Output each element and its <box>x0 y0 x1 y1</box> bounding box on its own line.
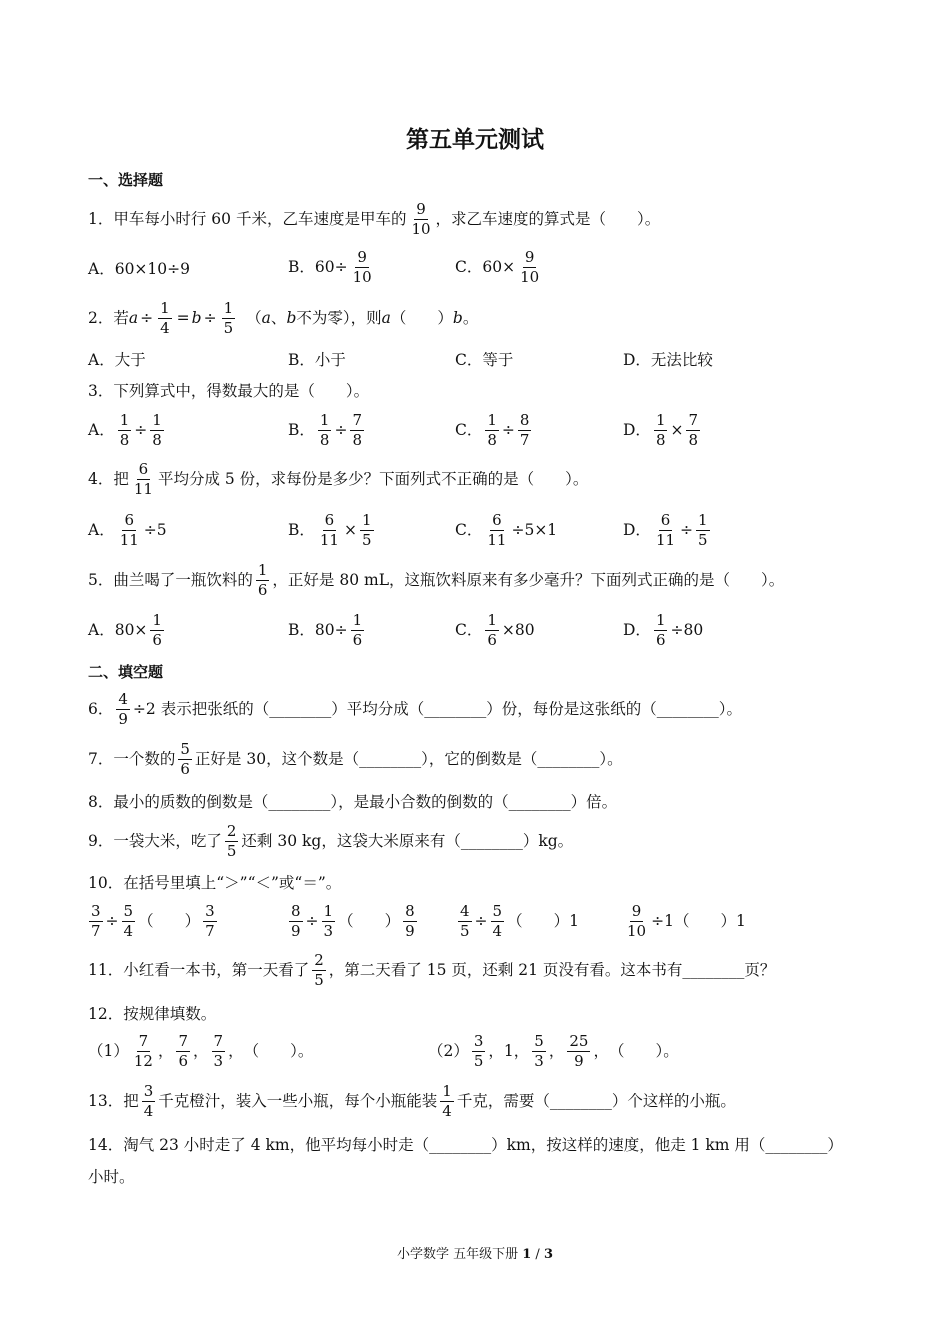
fraction <box>403 904 417 939</box>
fraction <box>654 613 668 648</box>
denominator: 5 <box>361 531 372 549</box>
text-segment: ，正好是 80 mL，这瓶饮料原来有多少毫升？下面列式正确的是（ ）。 <box>272 570 785 589</box>
text-segment: A． <box>88 420 115 439</box>
compare-item <box>286 904 420 939</box>
text-segment: （2） <box>428 1041 469 1060</box>
text-segment: C． <box>455 520 483 539</box>
text-segment: 千克，需要（________）个这样的小瓶。 <box>456 1091 736 1110</box>
numerator: 1 <box>487 411 497 429</box>
text-segment: 80× <box>114 620 148 639</box>
section-heading-choice: 一、选择题 <box>88 171 164 189</box>
text-segment: ÷ <box>305 911 319 930</box>
text-segment: / <box>531 1247 544 1262</box>
text-segment: a <box>261 308 271 327</box>
numerator: 5 <box>534 1032 544 1050</box>
question-text: ，求乙车速度的算式是（ ）。 <box>435 209 661 228</box>
text-segment: B． <box>288 420 315 439</box>
text-segment: 千克橙汁，装入一些小瓶，每个小瓶能装 <box>158 1091 438 1110</box>
question-2 <box>88 301 478 336</box>
option-d <box>623 613 703 648</box>
numerator: 3 <box>143 1082 154 1100</box>
question-9 <box>88 824 573 859</box>
numerator: 4 <box>118 690 128 708</box>
numerator: 5 <box>492 902 503 920</box>
denominator: 8 <box>319 431 330 449</box>
text-segment: ÷ <box>140 308 154 327</box>
text-segment: D． <box>623 620 651 639</box>
denominator: 8 <box>119 431 130 449</box>
numerator: 3 <box>205 902 215 920</box>
option-a: A．大于 <box>88 351 146 369</box>
fraction <box>485 513 508 548</box>
fraction <box>350 413 364 448</box>
denominator: 7 <box>91 922 101 940</box>
denominator: 11 <box>119 531 139 549</box>
denominator: 9 <box>574 1052 584 1070</box>
fraction <box>360 513 374 548</box>
question-5 <box>88 563 784 598</box>
text-segment: 正好是 30，这个数是（________），它的倒数是（________）。 <box>194 749 623 768</box>
text-segment: 不为零），则 <box>296 308 382 327</box>
denominator: 4 <box>123 922 134 940</box>
option-b <box>288 513 377 548</box>
text-segment: C． <box>455 420 483 439</box>
numerator: 7 <box>213 1032 224 1050</box>
numerator: 3 <box>473 1032 484 1050</box>
fraction <box>150 413 164 448</box>
text-segment: （ ）1 <box>673 911 746 930</box>
text-segment: ÷2 表示把张纸的（________）平均分成（________）份，每份是这张纸的（________）。 <box>132 699 742 718</box>
text-segment: 60÷ <box>314 257 348 276</box>
numerator: 1 <box>257 561 268 579</box>
text-segment: ÷ <box>680 520 694 539</box>
text-segment: ， <box>228 1041 244 1060</box>
question-3: 3．下列算式中，得数最大的是（ ）。 <box>88 382 370 400</box>
numerator: 1 <box>698 511 708 529</box>
fraction <box>491 904 505 939</box>
fraction <box>225 824 239 859</box>
denominator: 5 <box>223 319 234 337</box>
fraction <box>654 513 677 548</box>
text-segment: A． <box>88 260 115 278</box>
fraction <box>203 904 217 939</box>
denominator: 8 <box>352 431 362 449</box>
text-segment: （ ）。 <box>243 1041 314 1060</box>
fraction <box>318 513 341 548</box>
denominator: 4 <box>160 319 170 337</box>
fraction <box>485 613 499 648</box>
text-segment: （ ）1 <box>507 911 579 930</box>
numerator: 7 <box>178 1032 189 1050</box>
fraction <box>116 692 130 727</box>
option-b <box>288 250 377 285</box>
text-segment: 60×10÷9 <box>114 260 190 278</box>
text-segment: 、 <box>270 308 287 327</box>
denominator: 3 <box>323 922 334 940</box>
denominator: 8 <box>655 431 666 449</box>
fraction <box>256 563 270 598</box>
denominator: 11 <box>487 531 507 549</box>
numerator: 9 <box>416 200 426 218</box>
text-segment: × <box>670 420 684 439</box>
fraction <box>118 413 132 448</box>
fraction <box>118 513 141 548</box>
text-segment: B． <box>288 520 315 539</box>
fraction <box>142 1084 156 1119</box>
fraction <box>212 1034 226 1069</box>
denominator: 6 <box>655 631 666 649</box>
text-segment: a <box>381 308 391 327</box>
numerator: 1 <box>442 1082 452 1100</box>
text-segment: A． <box>88 620 115 639</box>
text-segment: D． <box>623 520 651 539</box>
text-segment: 7．一个数的 <box>88 749 176 768</box>
fraction <box>625 904 648 939</box>
numerator: 1 <box>361 511 372 529</box>
fraction <box>132 462 155 497</box>
denominator: 3 <box>534 1052 544 1070</box>
denominator: 10 <box>411 220 431 238</box>
text-segment: （ ） <box>338 911 401 930</box>
text-segment: ÷ <box>334 420 348 439</box>
fraction <box>150 613 164 648</box>
section-heading-fill: 二、填空题 <box>88 663 164 681</box>
numerator: 9 <box>357 248 367 266</box>
text-segment: ÷1 <box>651 911 674 930</box>
text-segment: 13．把 <box>88 1091 139 1110</box>
denominator: 8 <box>487 431 497 449</box>
text-segment: （1） <box>88 1041 129 1060</box>
denominator: 6 <box>178 1052 189 1070</box>
numerator: 1 <box>319 411 330 429</box>
text-segment: （ ） <box>390 308 453 327</box>
text-segment: ， <box>193 1041 209 1060</box>
numerator: 7 <box>138 1032 149 1050</box>
question-1 <box>88 202 660 237</box>
fraction <box>178 742 192 777</box>
text-segment: 4．把 <box>88 469 129 488</box>
numerator: 5 <box>123 902 134 920</box>
question-7 <box>88 742 623 777</box>
option-c <box>455 613 535 648</box>
fraction <box>322 904 336 939</box>
denominator: 3 <box>213 1052 224 1070</box>
denominator: 6 <box>257 581 268 599</box>
option-a <box>88 413 167 448</box>
text-segment: ×80 <box>501 620 535 639</box>
fraction <box>122 904 136 939</box>
fraction <box>89 904 103 939</box>
numerator: 1 <box>152 611 162 629</box>
numerator: 1 <box>352 611 363 629</box>
fraction <box>351 613 365 648</box>
numerator: 2 <box>226 822 237 840</box>
text-segment: b <box>452 308 463 327</box>
text-segment: C． <box>455 257 483 276</box>
numerator: 2 <box>314 951 324 969</box>
text-segment: ÷ <box>134 420 148 439</box>
fraction <box>518 250 541 285</box>
numerator: 1 <box>152 411 162 429</box>
denominator: 11 <box>133 480 153 498</box>
text-segment: × <box>343 520 357 539</box>
option-b <box>288 613 367 648</box>
denominator: 6 <box>487 631 497 649</box>
fraction <box>518 413 532 448</box>
fraction <box>289 904 303 939</box>
text-segment: ÷ <box>203 308 217 327</box>
text-segment: ÷80 <box>670 620 704 639</box>
text-segment: ÷ <box>501 420 515 439</box>
option-c <box>455 413 534 448</box>
denominator: 7 <box>519 431 530 449</box>
text-segment: A． <box>88 520 115 539</box>
denominator: 8 <box>152 431 162 449</box>
text-segment: ， <box>548 1041 565 1060</box>
numerator: 8 <box>291 902 301 920</box>
sequence-2 <box>428 1034 679 1069</box>
text-segment: b <box>286 308 297 327</box>
fraction <box>222 301 236 336</box>
numerator: 1 <box>223 299 234 317</box>
text-segment: = <box>176 308 190 327</box>
numerator: 7 <box>352 411 362 429</box>
numerator: 6 <box>492 511 502 529</box>
text-segment: 6． <box>88 699 114 718</box>
question-13 <box>88 1084 736 1119</box>
numerator: 8 <box>519 411 530 429</box>
page-total: 3 <box>543 1247 553 1262</box>
numerator: 6 <box>138 460 149 478</box>
numerator: 6 <box>124 511 135 529</box>
fraction <box>654 413 668 448</box>
denominator: 5 <box>698 531 708 549</box>
numerator: 6 <box>324 511 335 529</box>
numerator: 9 <box>631 902 642 920</box>
text-segment: D． <box>623 420 651 439</box>
denominator: 4 <box>492 922 503 940</box>
text-segment: 。 <box>462 308 479 327</box>
fraction <box>409 202 432 237</box>
question-11 <box>88 953 775 988</box>
question-14: 14．淘气 23 小时走了 4 km，他平均每小时走（________）km，按这样的速度，他走 1 km 用（________） <box>88 1136 843 1154</box>
numerator: 1 <box>487 611 497 629</box>
option-a <box>88 513 167 548</box>
numerator: 9 <box>524 248 535 266</box>
fraction <box>158 301 172 336</box>
page-title: 第五单元测试 <box>406 127 544 153</box>
denominator: 5 <box>473 1052 484 1070</box>
numerator: 8 <box>405 902 415 920</box>
fraction <box>458 904 472 939</box>
question-8: 8．最小的质数的倒数是（________），是最小合数的倒数的（________）倍。 <box>88 793 618 811</box>
numerator: 6 <box>660 511 671 529</box>
option-d <box>623 513 713 548</box>
denominator: 10 <box>352 268 372 286</box>
numerator: 1 <box>160 299 170 317</box>
fraction <box>567 1034 590 1069</box>
numerator: 3 <box>91 902 101 920</box>
option-c: C．等于 <box>455 351 514 369</box>
fraction <box>440 1084 454 1119</box>
question-10: 10．在括号里填上“＞”“＜”或“＝”。 <box>88 874 342 892</box>
compare-item <box>455 904 579 939</box>
denominator: 8 <box>688 431 699 449</box>
text-segment: 80÷ <box>314 620 348 639</box>
text-segment: B． <box>288 257 315 276</box>
text-segment: 9．一袋大米，吃了 <box>88 831 222 850</box>
numerator: 1 <box>323 902 334 920</box>
text-segment: ÷5×1 <box>511 520 558 539</box>
numerator: 5 <box>180 740 190 758</box>
fraction <box>351 250 374 285</box>
denominator: 12 <box>133 1052 153 1070</box>
numerator: 25 <box>569 1032 589 1050</box>
denominator: 9 <box>118 710 128 728</box>
denominator: 9 <box>291 922 301 940</box>
compare-item <box>622 904 746 939</box>
page-footer <box>0 1248 950 1261</box>
denominator: 9 <box>405 922 415 940</box>
option-c <box>455 513 557 548</box>
text-segment: ÷ <box>474 911 488 930</box>
page-number: 1 <box>522 1247 532 1262</box>
fraction <box>318 413 332 448</box>
question-6 <box>88 692 742 727</box>
text-segment: （ <box>246 308 262 327</box>
question-text: 1．甲车每小时行 60 千米，乙车速度是甲车的 <box>88 209 407 228</box>
text-segment: ， <box>593 1041 609 1060</box>
denominator: 5 <box>314 971 324 989</box>
text-segment: 11．小红看一本书，第一天看了 <box>88 960 310 979</box>
text-segment: b <box>191 308 202 327</box>
denominator: 11 <box>655 531 676 549</box>
option-d <box>623 413 703 448</box>
fraction <box>485 413 499 448</box>
text-segment: 还剩 30 kg，这袋大米原来有（________）kg。 <box>241 831 574 850</box>
question-14-continued: 小时。 <box>88 1168 135 1186</box>
denominator: 5 <box>460 922 470 940</box>
fraction <box>686 413 700 448</box>
compare-item <box>86 904 220 939</box>
numerator: 1 <box>655 611 666 629</box>
denominator: 6 <box>180 760 190 778</box>
option-b: B．小于 <box>288 351 346 369</box>
denominator: 10 <box>627 922 647 940</box>
denominator: 6 <box>352 631 363 649</box>
fraction <box>132 1034 155 1069</box>
numerator: 7 <box>688 411 699 429</box>
text-segment: ， <box>157 1041 174 1060</box>
text-segment: 小学数学 五年级下册 <box>396 1247 523 1262</box>
text-segment: ，1， <box>488 1041 530 1060</box>
fraction <box>532 1034 546 1069</box>
fraction <box>696 513 710 548</box>
text-segment: 2．若 <box>88 308 129 327</box>
denominator: 4 <box>442 1102 452 1120</box>
question-12: 12．按规律填数。 <box>88 1005 217 1023</box>
option-c <box>455 250 544 285</box>
denominator: 10 <box>520 268 540 286</box>
question-4 <box>88 462 588 497</box>
text-segment: （ ）。 <box>608 1041 679 1060</box>
denominator: 4 <box>143 1102 154 1120</box>
text-segment: B． <box>288 620 315 639</box>
fraction <box>472 1034 486 1069</box>
option-a <box>88 262 190 278</box>
option-d: D．无法比较 <box>623 351 713 369</box>
text-segment: （ ） <box>138 911 201 930</box>
numerator: 4 <box>460 902 470 920</box>
text-segment: a <box>128 308 139 327</box>
sequence-1 <box>88 1034 313 1069</box>
text-segment: 60× <box>482 257 516 276</box>
denominator: 7 <box>205 922 215 940</box>
denominator: 5 <box>226 842 237 860</box>
fraction <box>176 1034 190 1069</box>
text-segment: 5．曲兰喝了一瓶饮料的 <box>88 570 253 589</box>
denominator: 11 <box>319 531 339 549</box>
numerator: 1 <box>119 411 130 429</box>
fraction <box>312 953 326 988</box>
denominator: 6 <box>152 631 162 649</box>
text-segment: ÷ <box>105 911 119 930</box>
option-a <box>88 613 167 648</box>
numerator: 1 <box>655 411 666 429</box>
text-segment: ，第二天看了 15 页，还剩 21 页没有看。这本书有________页？ <box>328 960 776 979</box>
option-b <box>288 413 367 448</box>
text-segment: C． <box>455 620 483 639</box>
text-segment: 平均分成 5 份，求每份是多少？下面列式不正确的是（ ）。 <box>157 469 589 488</box>
text-segment: ÷5 <box>143 520 167 539</box>
